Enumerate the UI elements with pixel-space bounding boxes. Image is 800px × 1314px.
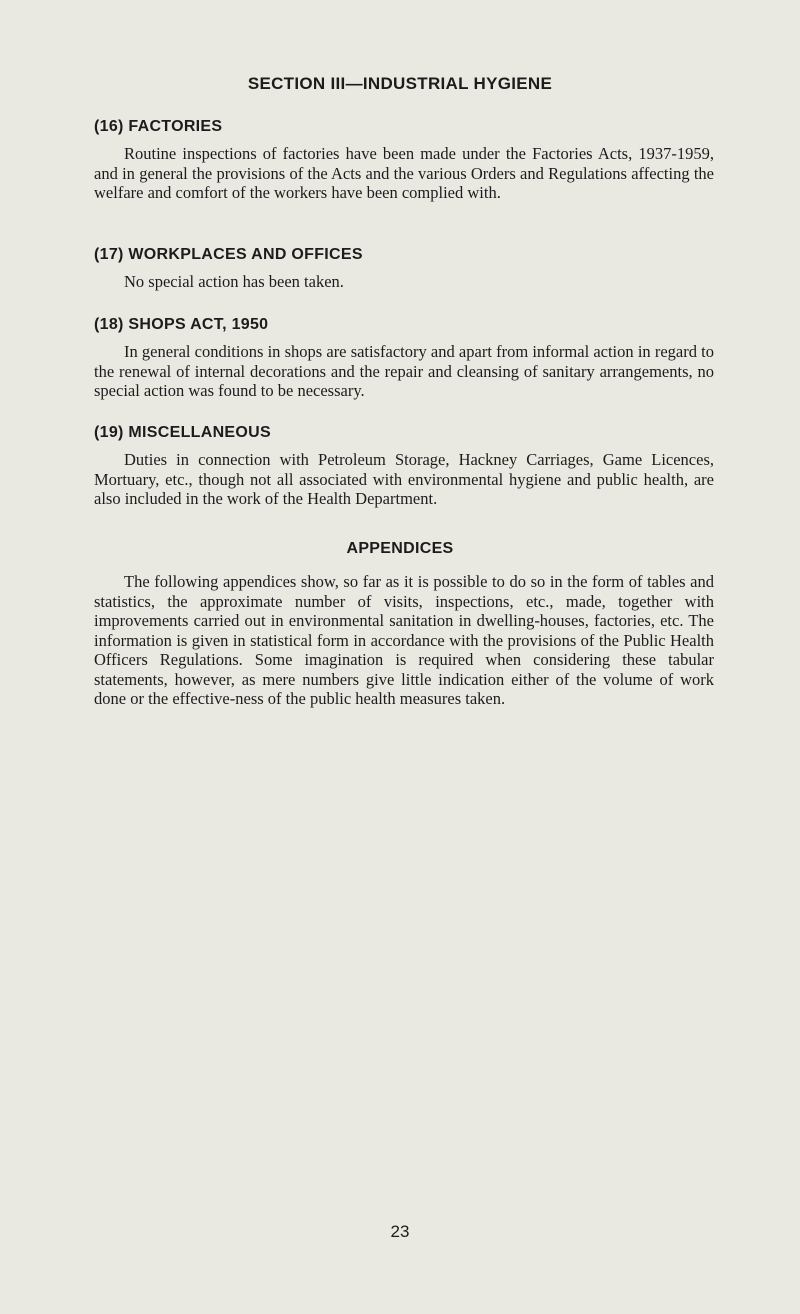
appendices-body: The following appendices show, so far as it is possible to do so in the form of tables and statistics, the approximate number of visits, inspections, etc., made, together with improvements carried out in environmental sanitation in dwelling-houses, factories, etc. The information is given in statistical form in accordance with the provisions of the Public Health Officers Regulations. Some imagination is required when considering these tabular statements, however, as mere numbers give little indication either of the volume of work done or the effective-ness of the public health measures taken. <box>94 572 714 708</box>
appendices-heading: APPENDICES <box>346 540 454 557</box>
page-number: 23 <box>390 1222 410 1241</box>
page-title: SECTION III—INDUSTRIAL HYGIENE <box>247 74 553 93</box>
section-workplaces-offices <box>94 246 714 292</box>
section-heading: (19) MISCELLANEOUS <box>94 424 271 441</box>
section-heading: (17) WORKPLACES AND OFFICES <box>94 246 363 263</box>
appendices-section <box>94 572 714 709</box>
section-body: Routine inspections of factories have been made under the Factories Acts, 1937-1959, and in general the provisions of the Acts and the various Orders and Regulations affecting the welfare and comfort of the workers have been complied with. <box>94 144 714 202</box>
section-body: In general conditions in shops are satisfactory and apart from informal action in regard to the renewal of internal decorations and the repair and cleansing of sanitary arrangements, no special action was found to be necessary. <box>94 342 714 400</box>
section-factories <box>94 118 714 203</box>
section-body: No special action has been taken. <box>124 272 344 291</box>
section-heading: (16) FACTORIES <box>94 118 223 135</box>
section-miscellaneous <box>94 424 714 509</box>
section-body: Duties in connection with Petroleum Storage, Hackney Carriages, Game Licences, Mortuary, etc., though not all associated with environmental hygiene and public health, are also included in the work of the Health Department. <box>94 450 714 508</box>
section-shops-act <box>94 316 714 401</box>
section-heading: (18) SHOPS ACT, 1950 <box>94 316 269 333</box>
